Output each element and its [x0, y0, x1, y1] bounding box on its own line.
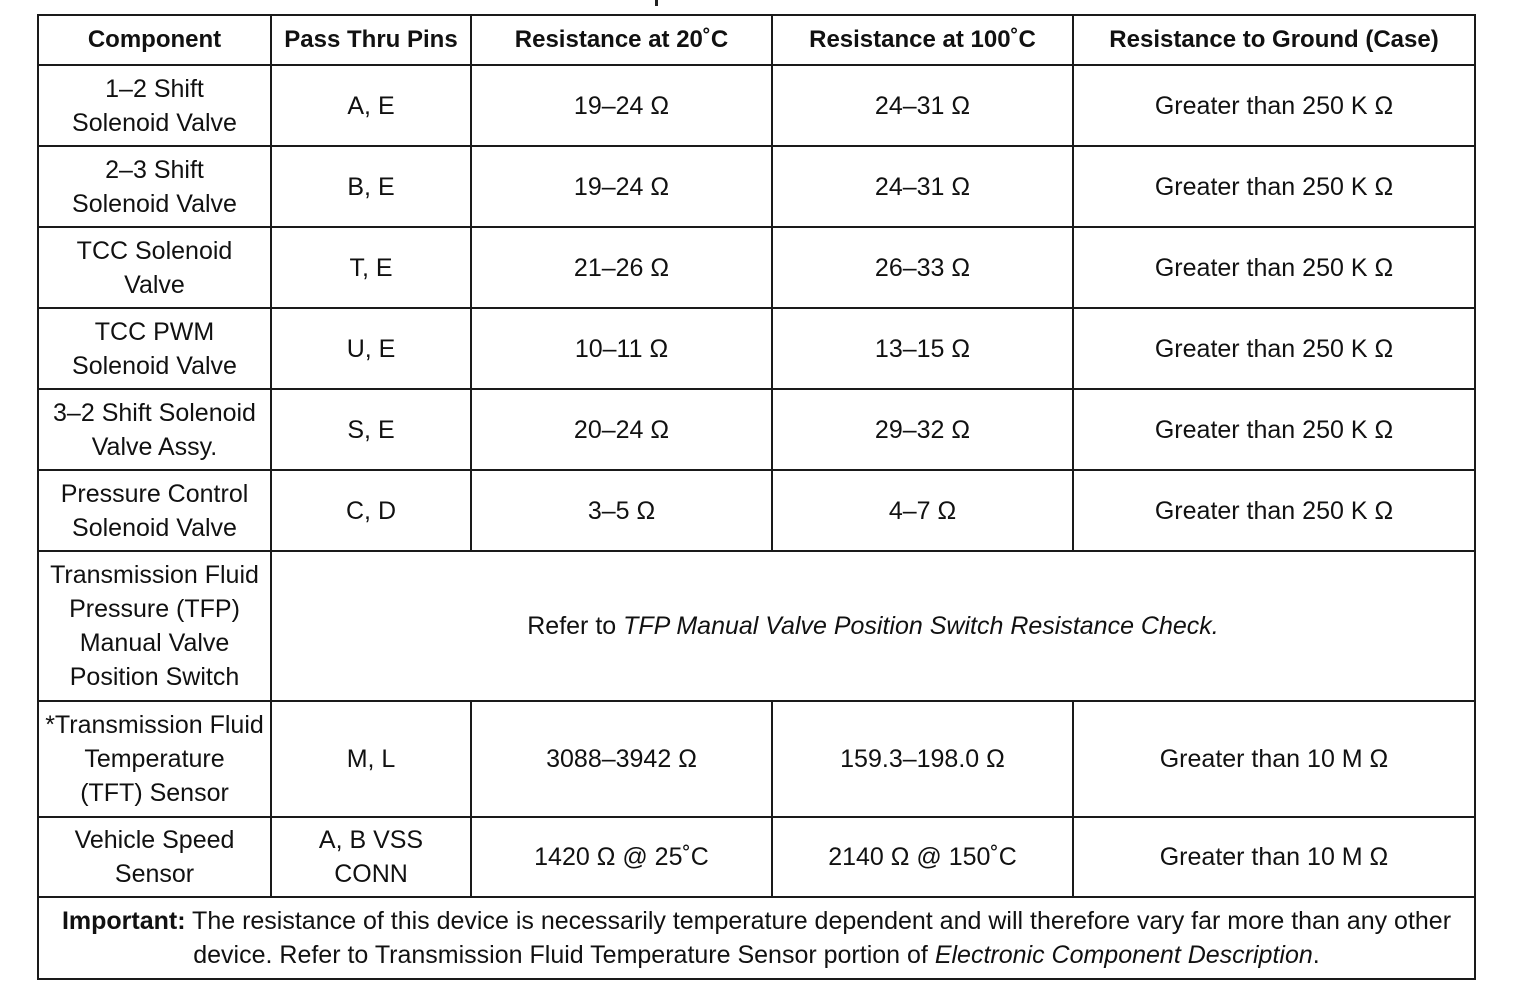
table-row — [38, 227, 1475, 308]
r100-cell: 29–32 Ω — [772, 389, 1073, 470]
r20-cell: 21–26 Ω — [471, 227, 772, 308]
table-row — [38, 308, 1475, 389]
table-row — [38, 65, 1475, 146]
refer-tfp-check: TFP Manual Valve Position Switch Resistance Check. — [623, 612, 1219, 640]
ground-cell: Greater than 250 K Ω — [1073, 470, 1475, 551]
refer-prefix: Refer to — [527, 612, 624, 640]
resistance-spec-table — [37, 14, 1476, 980]
r100-cell: 24–31 Ω — [772, 65, 1073, 146]
table-row — [38, 389, 1475, 470]
r100-cell: 13–15 Ω — [772, 308, 1073, 389]
r20-cell: 1420 Ω @ 25˚C — [471, 817, 772, 897]
component-cell: Vehicle Speed Sensor — [38, 817, 271, 897]
r20-cell: 3088–3942 Ω — [471, 701, 772, 817]
component-cell: 3–2 Shift Solenoid Valve Assy. — [38, 389, 271, 470]
header-resistance-20c: Resistance at 20˚C — [471, 15, 772, 65]
r100-cell: 24–31 Ω — [772, 146, 1073, 227]
pins-cell: B, E — [271, 146, 471, 227]
r20-cell: 20–24 Ω — [471, 389, 772, 470]
electronic-component-description-ref: Electronic Component Description — [934, 941, 1313, 969]
important-label: Important: — [61, 907, 186, 935]
table-row-tft — [38, 701, 1475, 817]
header-resistance-100c: Resistance at 100˚C — [772, 15, 1073, 65]
component-cell: TCC PWM Solenoid Valve — [38, 308, 271, 389]
component-cell: 1–2 Shift Solenoid Valve — [38, 65, 271, 146]
r20-cell: 10–11 Ω — [471, 308, 772, 389]
component-cell: *Transmission Fluid Temperature (TFT) Sensor — [38, 701, 271, 817]
important-note — [38, 897, 1475, 979]
ground-cell: Greater than 250 K Ω — [1073, 389, 1475, 470]
important-note-row — [38, 897, 1475, 979]
pins-cell: C, D — [271, 470, 471, 551]
header-row — [38, 15, 1475, 65]
header-pass-thru-pins: Pass Thru Pins — [271, 15, 471, 65]
ground-cell: Greater than 250 K Ω — [1073, 227, 1475, 308]
pins-cell: U, E — [271, 308, 471, 389]
ground-cell: Greater than 250 K Ω — [1073, 65, 1475, 146]
component-cell: 2–3 Shift Solenoid Valve — [38, 146, 271, 227]
r20-cell: 3–5 Ω — [471, 470, 772, 551]
ground-cell: Greater than 10 M Ω — [1073, 817, 1475, 897]
component-cell: Transmission Fluid Pressure (TFP) Manual Valve Position Switch — [38, 551, 271, 701]
r100-cell: 26–33 Ω — [772, 227, 1073, 308]
r100-cell: 159.3–198.0 Ω — [772, 701, 1073, 817]
r20-cell: 19–24 Ω — [471, 65, 772, 146]
top-edge-mark — [655, 0, 658, 6]
pins-cell: S, E — [271, 389, 471, 470]
important-text: The resistance of this device is necessarily temperature dependent and will therefore vary far more than any other device. Refer to Transmission Fluid Temperature Sensor portion of — [185, 907, 1452, 969]
pins-cell: T, E — [271, 227, 471, 308]
pins-cell: A, E — [271, 65, 471, 146]
pins-cell: A, B VSS CONN — [271, 817, 471, 897]
table-row — [38, 146, 1475, 227]
component-cell: TCC Solenoid Valve — [38, 227, 271, 308]
r100-cell: 4–7 Ω — [772, 470, 1073, 551]
r100-cell: 2140 Ω @ 150˚C — [772, 817, 1073, 897]
ground-cell: Greater than 250 K Ω — [1073, 308, 1475, 389]
r20-cell: 19–24 Ω — [471, 146, 772, 227]
pins-cell: M, L — [271, 701, 471, 817]
header-component: Component — [38, 15, 271, 65]
component-cell: Pressure Control Solenoid Valve — [38, 470, 271, 551]
header-resistance-ground: Resistance to Ground (Case) — [1073, 15, 1475, 65]
refer-cell — [271, 551, 1475, 701]
ground-cell: Greater than 250 K Ω — [1073, 146, 1475, 227]
table-row — [38, 470, 1475, 551]
ground-cell: Greater than 10 M Ω — [1073, 701, 1475, 817]
table-row-vss — [38, 817, 1475, 897]
table-row-tfp — [38, 551, 1475, 701]
note-end: . — [1312, 941, 1320, 969]
